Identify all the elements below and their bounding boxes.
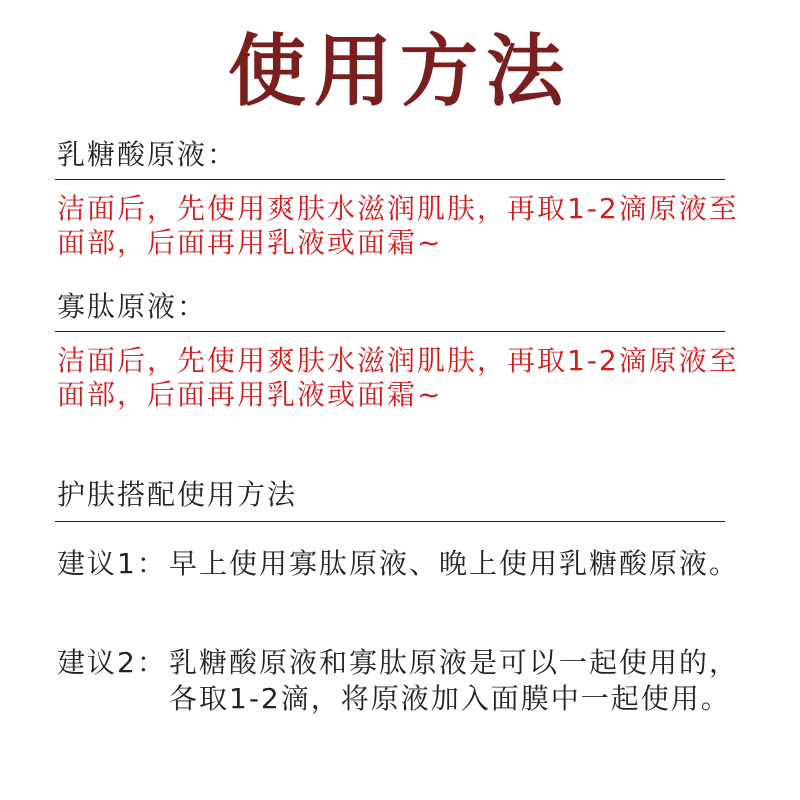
page-title: 使用方法: [227, 27, 572, 117]
suggestion-item: [57, 546, 747, 582]
section-heading-lactobionic: 乳糖酸原液：: [57, 138, 238, 171]
section-divider: [55, 179, 725, 180]
combo-heading: 护肤搭配使用方法: [57, 478, 298, 511]
suggestion-text: 早上使用寡肽原液、晚上使用乳糖酸原液。: [169, 547, 740, 580]
section-divider: [55, 521, 725, 522]
section-divider: [55, 331, 725, 332]
suggestion-text: 乳糖酸原液和寡肽原液是可以一起使用的，各取1-2滴，将原液加入面膜中一起使用。: [169, 646, 740, 715]
suggestion-item: [57, 645, 747, 717]
section-heading-peptide: 寡肽原液：: [57, 290, 208, 323]
suggestion-label: 建议2：: [57, 646, 167, 679]
section-instructions-peptide: 洁面后，先使用爽肤水滋润肌肤，再取1-2滴原液至面部，后面再用乳液或面霜~: [57, 344, 739, 411]
section-instructions-lactobionic: 洁面后，先使用爽肤水滋润肌肤，再取1-2滴原液至面部，后面再用乳液或面霜~: [57, 192, 739, 259]
suggestion-label: 建议1：: [57, 547, 167, 580]
